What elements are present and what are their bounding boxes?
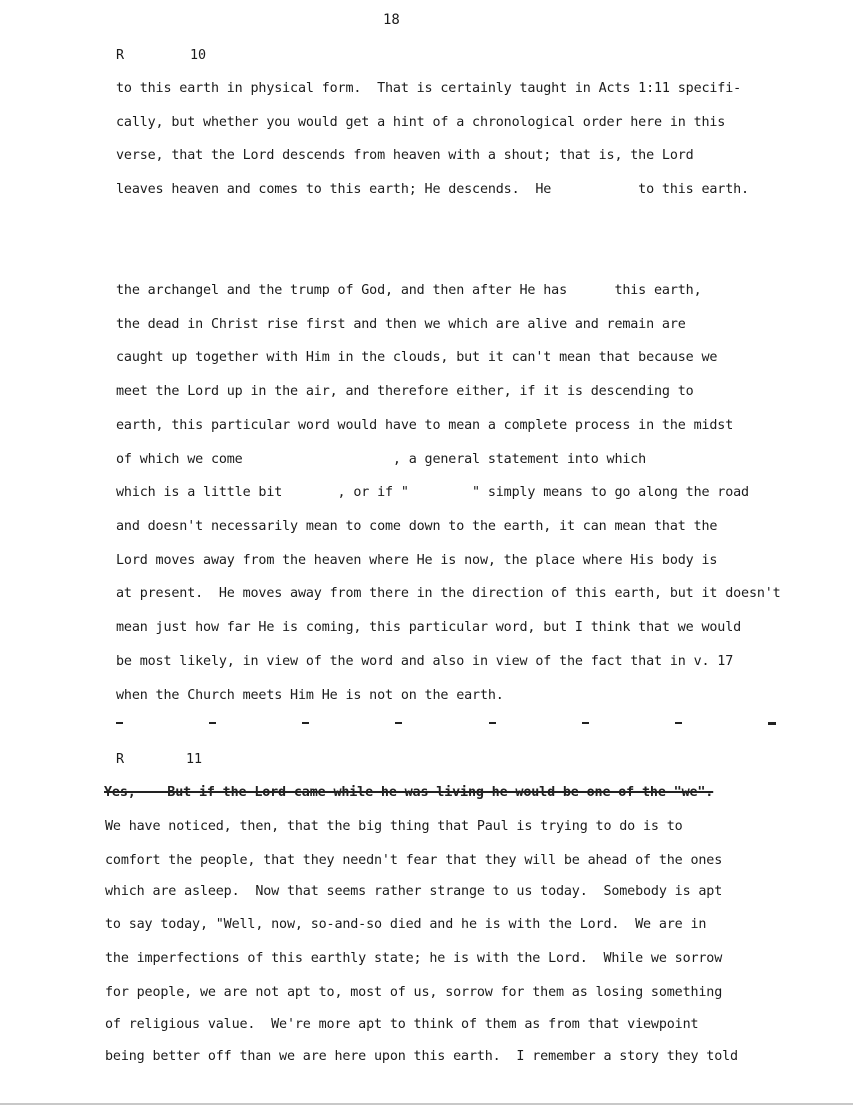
- text-line: of religious value. We're more apt to think of them as from that viewpoint: [105, 1017, 699, 1032]
- text-line: at present. He moves away from there in the direction of this earth, but it doesn't: [116, 586, 781, 601]
- text-line: meet the Lord up in the air, and therefore either, if it is descending to: [116, 384, 694, 399]
- dash: [116, 722, 123, 724]
- text-line: mean just how far He is coming, this particular word, but I think that we would: [116, 620, 742, 635]
- text-line: caught up together with Him in the clouds, but it can't mean that because we: [116, 350, 718, 365]
- text-line: to this earth in physical form. That is certainly taught in Acts 1:11 specifi-: [116, 81, 742, 96]
- page-bottom-edge: [0, 1103, 853, 1105]
- text-line: the imperfections of this earthly state; he is with the Lord. While we sorrow: [105, 951, 723, 966]
- dash: [675, 722, 682, 724]
- text-line: verse, that the Lord descends from heaven with a shout; that is, the Lord: [116, 148, 694, 163]
- text-line: and doesn't necessarily mean to come down to the earth, it can mean that the: [116, 519, 718, 534]
- page-number: 18: [383, 12, 400, 28]
- text-line: to say today, "Well, now, so-and-so died and he is with the Lord. We are in: [105, 917, 707, 932]
- section-c-label: R: [116, 752, 125, 767]
- dash: [768, 722, 776, 725]
- dash: [209, 722, 216, 724]
- text-line: the dead in Christ rise first and then we which are alive and remain are: [116, 317, 686, 332]
- text-line: We have noticed, then, that the big thing that Paul is trying to do is to: [105, 819, 683, 834]
- text-line: leaves heaven and comes to this earth; He descends. He to this earth.: [116, 182, 749, 197]
- text-line: the archangel and the trump of God, and then after He has this earth,: [116, 283, 702, 298]
- text-line: which are asleep. Now that seems rather strange to us today. Somebody is apt: [105, 884, 723, 899]
- text-line: Lord moves away from the heaven where He is now, the place where His body is: [116, 553, 718, 568]
- dash: [489, 722, 496, 724]
- dash: [302, 722, 309, 724]
- section-c-number: 11: [186, 752, 203, 767]
- struck-through-line: Yes, ---But if the Lord came while he was living he would be one of the "we".: [104, 785, 714, 800]
- text-line: when the Church meets Him He is not on the earth.: [116, 688, 504, 703]
- text-line: being better off than we are here upon this earth. I remember a story they told: [105, 1049, 738, 1064]
- text-line: comfort the people, that they needn't fear that they will be ahead of the ones: [105, 853, 723, 868]
- dash: [395, 722, 402, 724]
- text-line: earth, this particular word would have to mean a complete process in the midst: [116, 418, 734, 433]
- text-line: cally, but whether you would get a hint of a chronological order here in this: [116, 115, 726, 130]
- text-line: for people, we are not apt to, most of us, sorrow for them as losing something: [105, 985, 723, 1000]
- dash: [582, 722, 589, 724]
- dash-separator: [116, 722, 776, 725]
- text-line: which is a little bit , or if " " simply means to go along the road: [116, 485, 749, 500]
- section-a-label: R: [116, 48, 125, 63]
- section-a-number: 10: [190, 48, 207, 63]
- text-line: of which we come , a general statement into which: [116, 452, 647, 467]
- text-line: be most likely, in view of the word and also in view of the fact that in v. 17: [116, 654, 734, 669]
